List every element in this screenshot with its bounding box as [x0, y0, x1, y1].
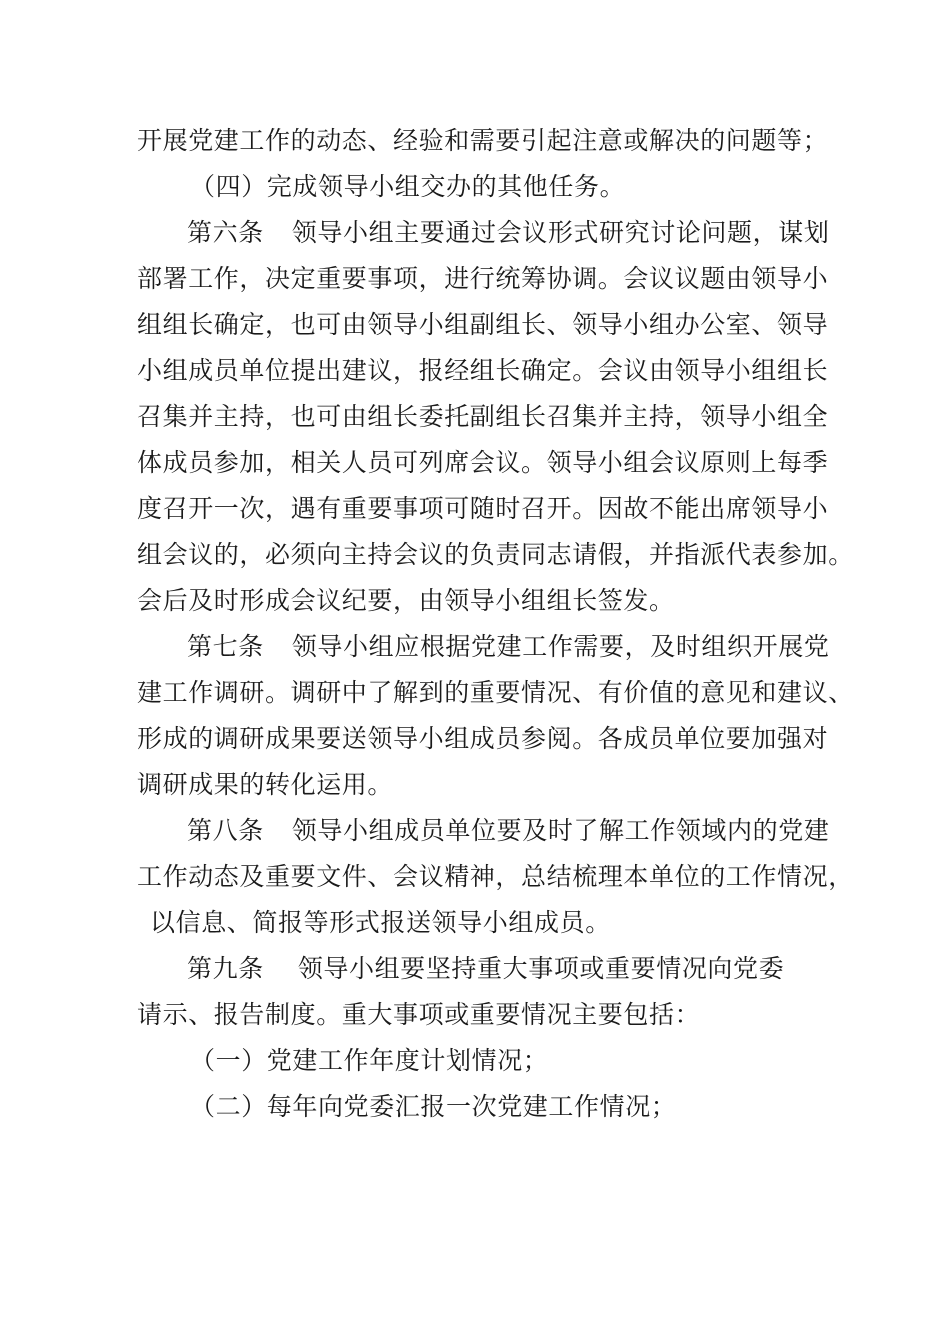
- article-6-first-line: [187, 216, 829, 250]
- text-line: 组会议的，必须向主持会议的负责同志请假，并指派代表参加。: [137, 540, 854, 569]
- text-line: 请示、报告制度。重大事项或重要情况主要包括：: [137, 1000, 701, 1029]
- text-line: 开展党建工作的动态、经验和需要引起注意或解决的问题等；: [137, 126, 829, 155]
- article-9-first-line: [187, 952, 784, 986]
- text-line: 体成员参加，相关人员可列席会议。领导小组会议原则上每季: [137, 448, 829, 477]
- article-7-title: 第七条: [187, 632, 264, 661]
- text-line: 形成的调研成果要送领导小组成员参阅。各成员单位要加强对: [137, 724, 829, 753]
- list-item-1: （一）党建工作年度计划情况；: [190, 1046, 549, 1075]
- list-item-2: （二）每年向党委汇报一次党建工作情况；: [190, 1092, 677, 1121]
- article-8-title: 第八条: [187, 816, 264, 845]
- list-item-4: （四）完成领导小组交办的其他任务。: [190, 172, 626, 201]
- article-9-title: 第九条: [187, 954, 264, 983]
- text-line: 小组成员单位提出建议，报经组长确定。会议由领导小组组长: [137, 356, 829, 385]
- article-7-first-line: [187, 630, 829, 664]
- text-line: 工作动态及重要文件、会议精神，总结梳理本单位的工作情况，: [137, 862, 854, 891]
- text-line: 会后及时形成会议纪要，由领导小组组长签发。: [137, 586, 675, 615]
- text-line: 调研成果的转化运用。: [137, 770, 394, 799]
- text-line: 部署工作，决定重要事项，进行统筹协调。会议议题由领导小: [137, 264, 829, 293]
- article-8-first-line: [187, 814, 829, 848]
- article-6-text: 领导小组主要通过会议形式研究讨论问题，谋划: [291, 218, 830, 247]
- article-6-title: 第六条: [187, 218, 264, 247]
- text-line: 度召开一次，遇有重要事项可随时召开。因故不能出席领导小: [137, 494, 829, 523]
- text-line: 建工作调研。调研中了解到的重要情况、有价值的意见和建议、: [137, 678, 854, 707]
- article-8-text: 领导小组成员单位要及时了解工作领域内的党建: [291, 816, 830, 845]
- text-line: 召集并主持，也可由组长委托副组长召集并主持，领导小组全: [137, 402, 829, 431]
- article-7-text: 领导小组应根据党建工作需要，及时组织开展党: [291, 632, 830, 661]
- text-line: 以信息、简报等形式报送领导小组成员。: [150, 908, 611, 937]
- text-line: 组组长确定，也可由领导小组副组长、领导小组办公室、领导: [137, 310, 829, 339]
- article-9-text: 领导小组要坚持重大事项或重要情况向党委: [297, 954, 785, 983]
